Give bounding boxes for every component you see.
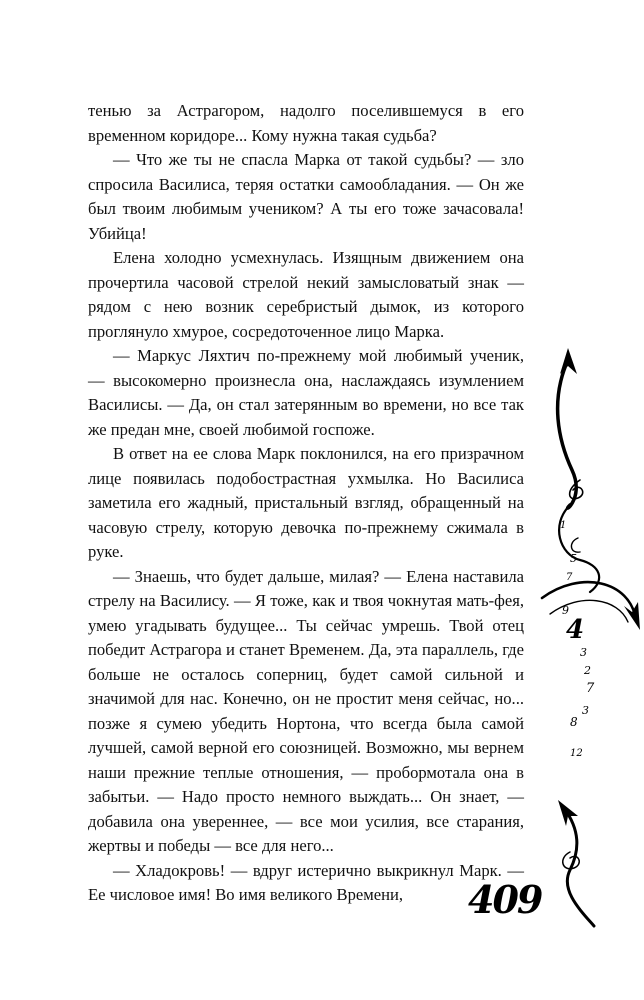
upper-arrowhead-icon xyxy=(560,348,577,374)
paragraph-1: тенью за Астрагором, надолго поселившемуся в его временном коридоре... Кому нужна такая судьба? xyxy=(88,101,524,145)
paragraph-6: — Знаешь, что будет дальше, милая? — Елена наставила стрелу на Василису. — Я тоже, как и твоя чокнутая мать-фея, умею угадывать будущее... Ты сейчас умрешь. Твой отец победит Астрагора и станет Временем. Да, эта параллель, где больше не осталось соперниц, будет самой сильной и значимой для нас. Конечно, он не простит меня сейчас, но... позже я сумею убедить Нортона, что всегда была самой лучшей, самой верной его союзницей. Возможно, мы вернем наши прежние теплые отношения, — пробормотала она в забытьи. — Надо просто немного выждать... Он знает, — добавила она увереннее, — все мои усилия, все старания, жертвы и победы — все для него... xyxy=(88,566,524,855)
deco-digit-9: 3 xyxy=(582,704,589,717)
page-number: 409 xyxy=(468,877,542,922)
paragraph-3: Елена холодно усмехнулась. Изящным движением она прочертила часовой стрелой некий замысловатый знак — рядом с нею возник серебристый дымок, из которого проглянуло хмурое, сосредоточенное лицо Марка. xyxy=(88,248,524,341)
deco-digit-6: 3 xyxy=(580,646,587,659)
deco-digit-4: 9 xyxy=(562,604,569,617)
paragraph-5: В ответ на ее слова Марк поклонился, на его призрачном лице появилась подобострастная ухмылка. Но Василиса заметила его жадный, пристальный взгляд, обращенный на часовую стрелу, которую девочка по-прежнему сжимала в руке. xyxy=(88,444,524,561)
lower-clock-hand-icon xyxy=(563,808,594,926)
deco-digit-5: 4 xyxy=(566,615,585,645)
middle-clock-hand-icon xyxy=(542,582,636,622)
lower-arrowhead-icon xyxy=(558,800,578,826)
deco-digit-1: 1 xyxy=(560,520,567,531)
paragraph-7: — Хладокровь! — вдруг истерично выкрикнул Марк. — Ее числовое имя! Во имя великого Времени, xyxy=(88,860,524,904)
clock-hand-ornament xyxy=(540,330,644,930)
deco-digit-3: 7 xyxy=(566,572,573,583)
deco-digit-7: 2 xyxy=(584,664,591,677)
upper-clock-hand-icon xyxy=(558,360,600,592)
paragraph-2: — Что же ты не спасла Марка от такой судьбы? — зло спросила Василиса, теряя остатки самообладания. — Он же был твоим любимым учеником? А ты его тоже зачасовала! Убийца! xyxy=(88,150,524,243)
deco-digit-8: 7 xyxy=(586,681,595,696)
body-text xyxy=(88,99,524,908)
paragraph-4: — Маркус Ляхтич по-прежнему мой любимый ученик, — высокомерно произнесла она, наслаждаясь изумлением Василисы. — Да, он стал затерянным во времени, но все так же предан мне, своей любимой госпоже. xyxy=(88,346,524,439)
deco-digit-10: 8 xyxy=(570,715,578,729)
deco-digit-2: 5 xyxy=(570,552,577,565)
deco-digit-11: 12 xyxy=(570,748,583,759)
